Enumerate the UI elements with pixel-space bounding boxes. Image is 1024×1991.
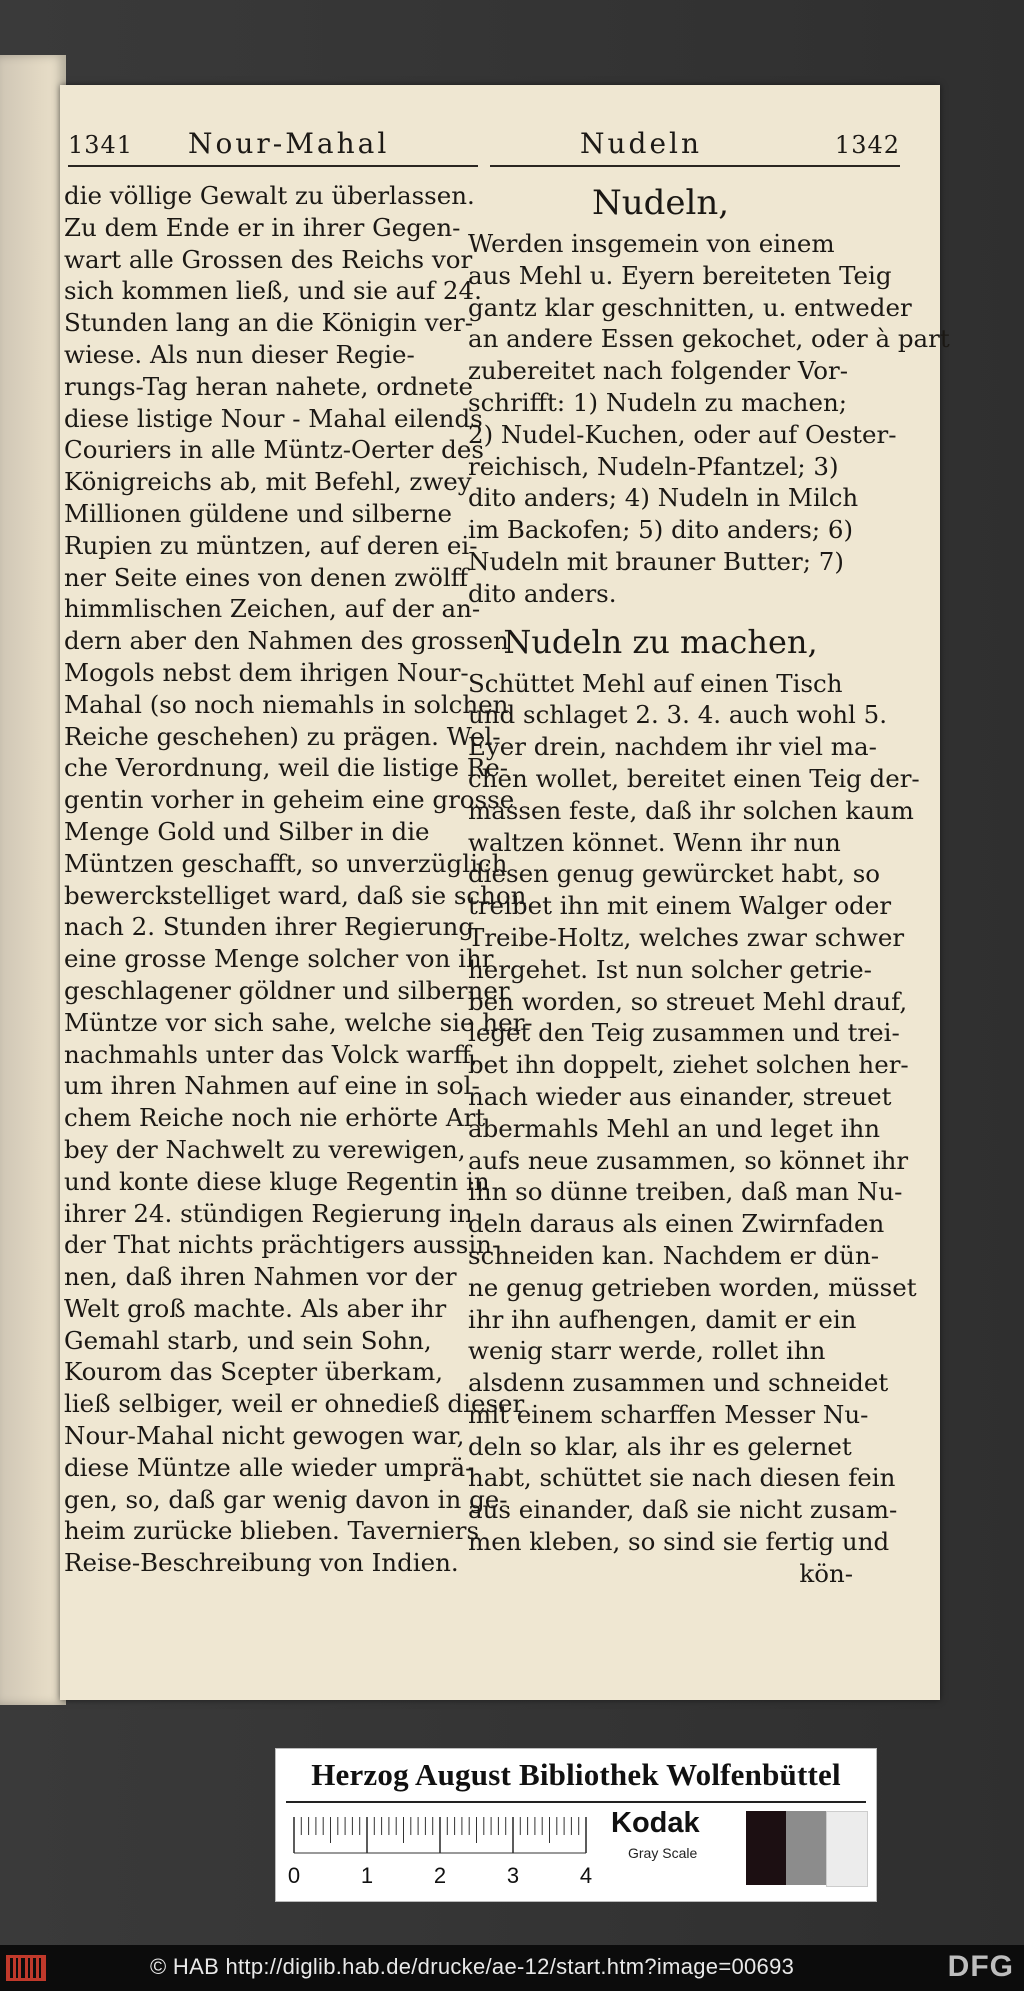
left-running-title: Nour-Mahal	[188, 127, 390, 160]
text-line: ihn so dünne treiben, daß man Nu-	[468, 1177, 903, 1207]
text-line: alsdenn zusammen und schneidet	[468, 1368, 889, 1398]
footer-bar	[0, 1945, 1024, 1991]
text-line: zubereitet nach folgender Vor-	[468, 356, 849, 386]
text-line: deln daraus als einen Zwirnfaden	[468, 1209, 885, 1239]
text-line: diesen genug gewürcket habt, so	[468, 859, 881, 889]
text-line: ner Seite eines von denen zwölff	[64, 562, 469, 592]
text-line: chen wollet, bereitet einen Teig der-	[468, 763, 920, 793]
right-page-header	[490, 125, 900, 167]
text-line: 2) Nudel-Kuchen, oder auf Oester-	[468, 419, 897, 449]
text-line: Couriers in alle Müntz-Oerter des	[64, 435, 484, 465]
text-line: nachmahls unter das Volck warff,	[64, 1039, 478, 1069]
text-line: ihr ihn aufhengen, damit er ein	[468, 1304, 857, 1334]
text-line: und konte diese kluge Regentin in	[64, 1166, 490, 1196]
text-line: Welt groß machte. Als aber ihr	[64, 1293, 447, 1323]
text-line: eine grosse Menge solcher von ihr	[64, 944, 494, 974]
scale-ruler	[287, 1815, 593, 1895]
text-line: chem Reiche noch nie erhörte Art	[64, 1103, 486, 1133]
entry-body	[468, 228, 950, 610]
library-name: Herzog August Bibliothek Wolfenbüttel	[311, 1757, 841, 1792]
text-line: hergehet. Ist nun solcher getrie-	[468, 954, 872, 984]
entry-heading-nudeln: Nudeln,	[591, 183, 730, 223]
right-running-title: Nudeln	[580, 127, 703, 160]
patch-black	[746, 1811, 786, 1885]
catchword: kön-	[799, 1558, 853, 1588]
text-line: Kourom das Scepter überkam,	[64, 1357, 443, 1387]
text-line: Königreichs ab, mit Befehl, zwey	[64, 467, 472, 497]
text-line: ne genug getrieben worden, müsset	[468, 1272, 917, 1302]
ruler-number: 4	[579, 1863, 593, 1888]
text-line: Menge Gold und Silber in die	[64, 816, 430, 846]
right-page-number: 1342	[834, 131, 900, 159]
text-line: che Verordnung, weil die listige Re-	[64, 753, 509, 783]
text-line: schneiden kan. Nachdem er dün-	[468, 1240, 880, 1270]
text-line: diese listige Nour - Mahal eilends	[64, 403, 483, 433]
text-line: Gemahl starb, und sein Sohn,	[64, 1325, 432, 1355]
text-line: wenig starr werde, rollet ihn	[468, 1336, 826, 1366]
text-line: gen, so, daß gar wenig davon in ge-	[64, 1484, 508, 1514]
text-line: abermahls Mehl an und leget ihn	[468, 1113, 881, 1143]
label-divider	[286, 1801, 866, 1803]
text-line: dern aber den Nahmen des grossen	[64, 626, 509, 656]
text-line: mit einem scharffen Messer Nu-	[468, 1399, 869, 1429]
text-line: Nudeln mit brauner Butter; 7)	[468, 546, 844, 576]
subentry-body	[468, 668, 920, 1558]
text-line: Nour-Mahal nicht gewogen war,	[64, 1421, 465, 1451]
text-line: der That nichts prächtigers aussin-	[64, 1230, 501, 1260]
text-line: reichisch, Nudeln-Pfantzel; 3)	[468, 451, 839, 481]
text-line: Werden insgemein von einem	[468, 229, 835, 258]
ruler-number: 2	[433, 1863, 447, 1888]
subentry-heading: Nudeln zu machen,	[503, 622, 818, 661]
text-line: aus Mehl u. Eyern bereiteten Teig	[468, 260, 892, 290]
text-line: Reise-Beschreibung von Indien.	[64, 1548, 459, 1578]
text-line: diese Müntze alle wieder umprä-	[64, 1452, 474, 1482]
text-line: treibet ihn mit einem Walger oder	[468, 891, 892, 921]
text-line: himmlischen Zeichen, auf der an-	[64, 594, 481, 624]
text-line: Müntze vor sich sahe, welche sie her-	[64, 1007, 533, 1037]
previous-page-edge	[0, 55, 66, 1705]
text-line: gentin vorher in geheim eine grosse	[64, 785, 515, 815]
text-line: rungs-Tag heran nahete, ordnete	[64, 371, 473, 401]
text-line: gantz klar geschnitten, u. entweder	[468, 292, 912, 322]
text-line: massen feste, daß ihr solchen kaum	[468, 795, 914, 825]
hab-barcode-icon	[6, 1955, 46, 1981]
text-line: an andere Essen gekochet, oder à part	[468, 324, 950, 354]
text-line: nach wieder aus einander, streuet	[468, 1081, 892, 1111]
text-line: ließ selbiger, weil er ohnedieß dieser	[64, 1389, 525, 1419]
text-line: ben worden, so streuet Mehl drauf,	[468, 986, 908, 1016]
patch-white	[826, 1811, 868, 1887]
left-text-column	[64, 180, 533, 1579]
text-line: Reiche geschehen) zu prägen. Wel-	[64, 721, 501, 751]
text-line: ihrer 24. stündigen Regierung in	[64, 1198, 473, 1228]
ruler-number: 3	[506, 1863, 520, 1888]
text-line: bewerckstelliget ward, daß sie schon	[64, 880, 527, 910]
text-line: habt, schüttet sie nach diesen fein	[468, 1463, 896, 1493]
library-label	[275, 1748, 877, 1902]
text-line: Treibe-Holtz, welches zwar schwer	[468, 922, 905, 952]
text-line: die völlige Gewalt zu überlassen.	[64, 181, 475, 210]
text-line: um ihren Nahmen auf eine in sol-	[64, 1071, 480, 1101]
text-line: heim zurücke blieben. Taverniers	[64, 1516, 480, 1546]
patch-gray	[786, 1811, 826, 1885]
text-line: im Backofen; 5) dito anders; 6)	[468, 515, 854, 545]
ruler-number: 0	[287, 1863, 301, 1888]
text-line: leget den Teig zusammen und trei-	[468, 1018, 900, 1048]
gray-scale-caption: Gray Scale	[628, 1845, 698, 1861]
text-line: geschlagener göldner und silberner	[64, 975, 510, 1005]
text-line: sich kommen ließ, und sie auf 24.	[64, 276, 482, 306]
text-line: Mahal (so noch niemahls in solchen	[64, 689, 509, 719]
text-line: nach 2. Stunden ihrer Regierung	[64, 912, 475, 942]
text-line: men kleben, so sind sie fertig und	[468, 1527, 890, 1557]
text-line: wiese. Als nun dieser Regie-	[64, 339, 415, 369]
text-line: waltzen könnet. Wenn ihr nun	[468, 827, 841, 857]
text-line: bey der Nachwelt zu verewigen,	[64, 1134, 466, 1164]
text-line: dito anders.	[468, 578, 617, 608]
book-page	[60, 85, 950, 1700]
text-line: dito anders; 4) Nudeln in Milch	[468, 483, 859, 513]
left-page-header	[68, 125, 478, 167]
right-text-column	[468, 180, 950, 1590]
text-line: aufs neue zusammen, so könnet ihr	[468, 1145, 909, 1175]
text-line: nen, daß ihren Nahmen vor der	[64, 1262, 457, 1292]
text-line: Stunden lang an die Königin ver-	[64, 308, 474, 338]
text-line: Mogols nebst dem ihrigen Nour-	[64, 657, 469, 687]
kodak-logo: Kodak	[611, 1807, 700, 1839]
ruler-number: 1	[360, 1863, 374, 1888]
text-line: deln so klar, als ihr es gelernet	[468, 1431, 852, 1461]
text-line: Rupien zu müntzen, auf deren ei-	[64, 530, 478, 560]
text-line: Eyer drein, nachdem ihr viel ma-	[468, 732, 877, 762]
text-line: aus einander, daß sie nicht zusam-	[468, 1495, 898, 1525]
text-line: schrifft: 1) Nudeln zu machen;	[468, 387, 847, 417]
text-line: Zu dem Ende er in ihrer Gegen-	[64, 212, 461, 242]
gray-scale-patches	[746, 1811, 868, 1895]
dfg-logo: DFG	[947, 1950, 1014, 1983]
text-line: bet ihn doppelt, ziehet solchen her-	[468, 1050, 909, 1080]
copyright-url[interactable]: © HAB http://diglib.hab.de/drucke/ae-12/start.htm?image=00693	[150, 1954, 795, 1979]
text-line: Müntzen geschafft, so unverzüglich	[64, 848, 508, 878]
text-line: wart alle Grossen des Reichs vor	[64, 244, 473, 274]
text-line: und schlaget 2. 3. 4. auch wohl 5.	[468, 700, 888, 730]
text-line: Millionen güldene und silberne	[64, 498, 453, 528]
left-page-number: 1341	[68, 131, 134, 159]
text-line: Schüttet Mehl auf einen Tisch	[468, 668, 843, 698]
